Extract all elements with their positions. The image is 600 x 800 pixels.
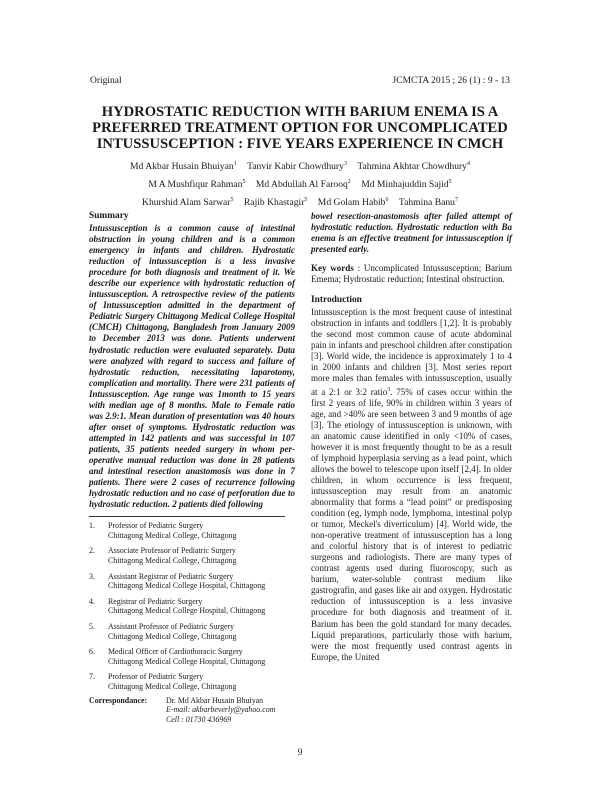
title-line: HYDROSTATIC REDUCTION WITH BARIUM ENEMA IS A bbox=[101, 104, 499, 120]
journal-citation: JCMCTA 2015 ; 26 (1) : 9 - 13 bbox=[392, 76, 510, 86]
keywords-text: : Uncomplicated Intussusception; Barium Emema; Hydrostatic reduction; Intestinal obstruction. bbox=[311, 263, 513, 285]
footnote-divider bbox=[89, 516, 285, 517]
author: M A Mushfiqur Rahman$^5$ bbox=[148, 178, 246, 190]
author: Khurshid Alam Sarwar$^5$ bbox=[142, 196, 234, 208]
affiliation-item: 5. Assistant Professor of Pediatric Surgery Chittagong Medical College, Chittagong bbox=[89, 621, 237, 641]
keywords-label: Key words bbox=[311, 263, 354, 274]
author-line bbox=[80, 192, 520, 210]
author-list bbox=[80, 157, 520, 210]
introduction-text: Intussusception is the most frequent cause of intestinal obstruction in infants and toddlers [1,2]. It is probably the second most common cause of acute abdominal pain in infants and preschool children after constipation [3]. World wide, the incidence is approximately 1 to 4 in 2000 infants and children [3]. Most series report more males than females with intussusception, usually at a 2:1 or 3:2 ratio$^3$. 75% of cases occur within the first 2 years of life, 90% in children within 3 years of age, and >40% are seen between 3 and 9 months of age [3]. The etiology of intussusception is unknown, with an anatomic cause identified in only <10% of cases, however it is most frequently thought to be as a result of lymphoid hyperplasia serving as a lead point, which allows the bowel to telescope upon itself [2,4]. In older children, in whom occurrence is less frequent, intussusception may result from an anatomic abnormality that forms a “lead point” or predisposing condition (eg, lymph node, lymphoma, intestinal polyp or tumor, Meckel's diverticulum) [4]. World wide, the non-operative treatment of intussusception has a long and colorful history that is of interest to pediatric surgeons and radiologists. There are many types of contrast agents used during fluoroscopy, such as barium, water-soluble contrast medium like gastrografin, and gases like air and oxygen. Hydrostatic reduction of intussusception is a less invasive procedure for both diagnosis and treatment of it. Barium has been the gold standard for many decades. Liquid preparations, particularly those with barium, were the most frequently used contrast agents in Europe, the United bbox=[311, 307, 513, 662]
affiliation-item: 7. Professor of Pediatric Surgery Chittagong Medical College, Chittagong bbox=[89, 672, 237, 691]
author: Tahmina Banu$^7$ bbox=[398, 196, 458, 208]
summary-text: Intussusception is a common cause of intestinal obstruction in young children and is a common emergency in infants and children. Hydrostatic reduction of intussusception is a less invasive procedure for both diagnosis and treatment of it. We describe our experience with hydrostatic reduction of intussusception. A retrospective review of the patients of Intussusception admitted in the department of Pediatric Surgery Chittagong Medical College Hospital (CMCH) Chittagong, Bangladesh from January 2009 to December 2013 was done. Patients underwent hydrostatic reduction were evaluated separately. Data were analyzed with regard to success and failure of hydrostatic reduction, necessitating laparotomy, complication and mortality. There were 231 patients of Intussusception. Age range was 1month to 15 years with median age of 8 months. Male to Female ratio was 2.9:1. Mean duration of presentation was 40 hours after onset of symptoms. Hydrostatic reduction was attempted in 142 patients and was successful in 107 patients, 35 patients needed surgery in whom per-operative manual reduction was done in 28 patients and intestinal resection anastomosis was done in 7 patients. There were 2 cases of recurrence following hydrostatic reduction and no case of perforation due to hydrostatic reduction. 2 patients died following bbox=[89, 223, 295, 510]
page-number: 9 bbox=[297, 748, 303, 758]
affiliation-item: 1. Professor of Pediatric Surgery Chittagong Medical College, Chittagong bbox=[89, 521, 237, 540]
author: Md Golam Habib$^6$ bbox=[317, 196, 389, 208]
affiliation-item: 4. Registrar of Pediatric Surgery Chittagong Medical College Hospital, Chittagong bbox=[89, 596, 266, 616]
summary-heading: Summary bbox=[89, 211, 129, 221]
summary-continuation: bowel resection-anastomosis after failed attempt of hydrostatic reduction. Hydrostatic reduction with Ba enema is an effective treatment for intussusception if presented early. bbox=[311, 211, 512, 255]
affiliation-item: 2. Associate Professor of Pediatric Surgery Chittagong Medical College, Chittagong bbox=[89, 546, 237, 565]
author: Rajib Khastagir$^5$ bbox=[243, 196, 308, 208]
correspondence-email: E-mail: akbarbeverly@yahoo.com bbox=[166, 705, 276, 715]
author: Md Akbar Husain Bhuiyan$^1$ bbox=[130, 161, 237, 173]
author-line bbox=[80, 175, 520, 193]
title-line: PREFERRED TREATMENT OPTION FOR UNCOMPLICATED bbox=[92, 120, 508, 136]
affiliation-item: 6. Medical Officer of Cardiothoracic Surgery Chittagong Medical College Hospital, Chittagong bbox=[89, 647, 266, 666]
left-column bbox=[89, 211, 295, 724]
correspondence-label: Correspondance: bbox=[89, 695, 148, 705]
right-column bbox=[311, 211, 512, 663]
running-header bbox=[90, 76, 510, 86]
article-type: Original bbox=[90, 76, 122, 86]
correspondence bbox=[89, 696, 295, 725]
affiliation-item: 3. Assistant Registrar of Pediatric Surgery Chittagong Medical College Hospital, Chittagong bbox=[89, 571, 266, 591]
author: Md Abdullah Al Farooq$^2$ bbox=[255, 178, 351, 190]
author-line bbox=[80, 157, 520, 175]
keywords bbox=[311, 263, 512, 285]
correspondence-name: Dr. Md Akbar Husain Bhuiyan bbox=[166, 695, 264, 705]
author: Tanvir Kabir Chowdhury$^3$ bbox=[247, 161, 347, 173]
author: Md Minhajuddin Sajid$^5$ bbox=[361, 178, 452, 190]
author: Tahmina Akhtar Chowdhury$^4$ bbox=[357, 161, 470, 173]
correspondence-cell: Cell : 01730 436969 bbox=[166, 714, 232, 724]
introduction-heading: Introduction bbox=[311, 295, 362, 306]
title-line: INTUSSUSCEPTION : FIVE YEARS EXPERIENCE IN CMCH bbox=[96, 136, 504, 152]
affiliation-list bbox=[89, 521, 295, 691]
article-title bbox=[70, 104, 530, 152]
